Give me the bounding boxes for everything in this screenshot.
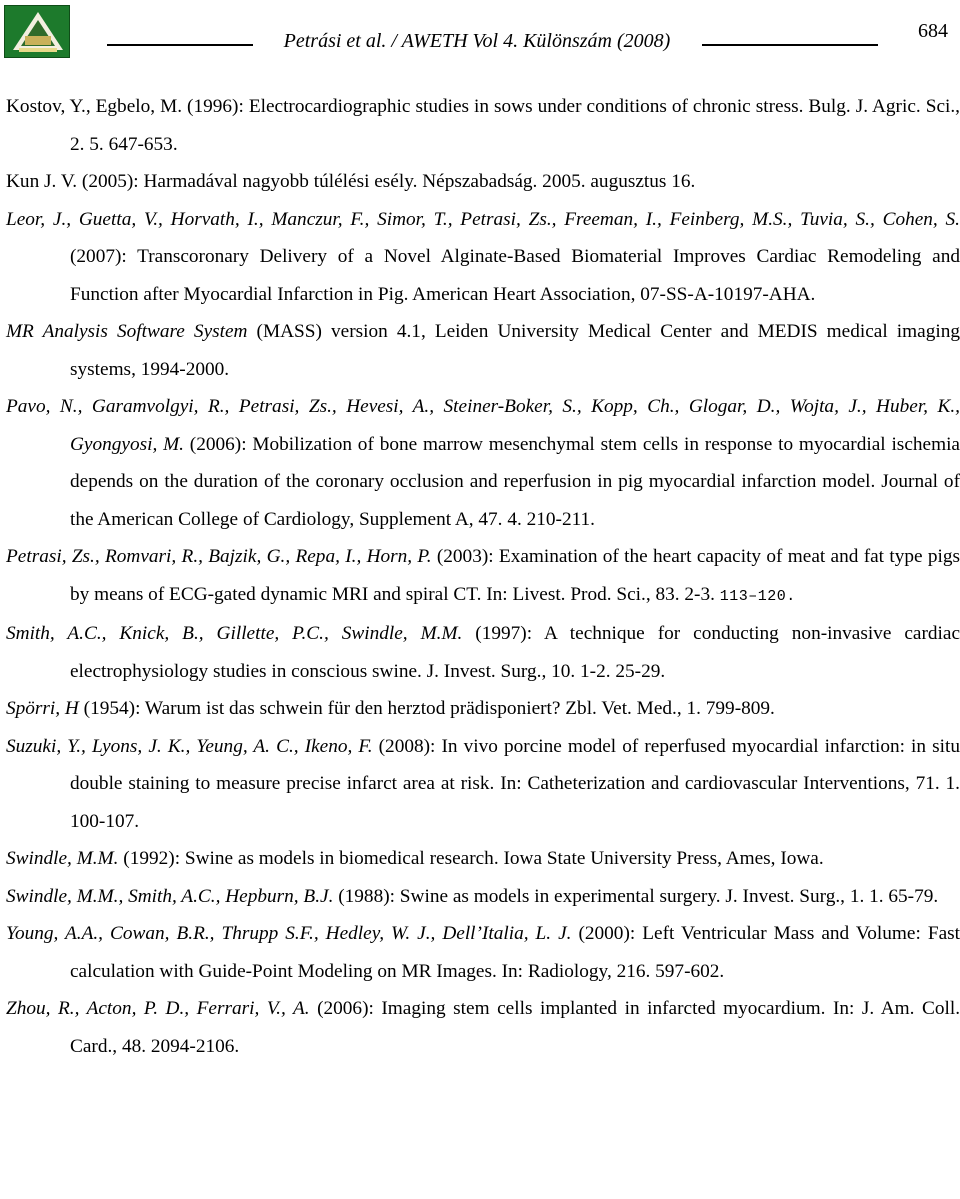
reference-authors: Smith, A.C., Knick, B., Gillette, P.C., Swindle, M.M. — [6, 623, 463, 644]
journal-logo — [4, 5, 70, 58]
reference-item: Spörri, H (1954): Warum ist das schwein für den herztod prädisponiert? Zbl. Vet. Med., 1. 799-809. — [6, 698, 775, 719]
reference-item: Kostov, Y., Egbelo, M. (1996): Electrocardiographic studies in sows under conditions of chronic stress. Bulg. J. Agric. Sci., 2. 5. 647-653. — [6, 96, 960, 155]
reference-authors: MR Analysis Software System — [6, 321, 248, 342]
reference-item: Zhou, R., Acton, P. D., Ferrari, V., A. (2006): Imaging stem cells implanted in infarcted myocardium. In: J. Am. Coll. Card., 48. 2094-2106. — [6, 998, 960, 1057]
reference-authors: Pavo, N., Garamvolgyi, R., Petrasi, Zs., Hevesi, A., Steiner-Boker, S., Kopp, Ch., Glogar, D., Wojta, J., Huber, K., Gyongyosi, M. — [6, 396, 960, 455]
reference-item: Swindle, M.M. (1992): Swine as models in biomedical research. Iowa State University Press, Ames, Iowa. — [6, 848, 824, 869]
reference-authors: Young, A.A., Cowan, B.R., Thrupp S.F., Hedley, W. J., Dell’Italia, L. J. — [6, 923, 572, 944]
reference-authors: Zhou, R., Acton, P. D., Ferrari, V., A. — [6, 998, 310, 1019]
reference-item: Suzuki, Y., Lyons, J. K., Yeung, A. C., Ikeno, F. (2008): In vivo porcine model of reperfused myocardial infarction: in situ double staining to measure precise infarct area at risk. In: Catheterization and cardiovascular Interventions, 71. 1. 100-107. — [6, 735, 960, 832]
reference-item: Petrasi, Zs., Romvari, R., Bajzik, G., Repa, I., Horn, P. (2003): Examination of the heart capacity of meat and fat type pigs by means of ECG-gated dynamic MRI and spiral CT. In: Livest. Prod. Sci., 83. 2-3. 113–120. — [6, 546, 960, 605]
reference-authors: Spörri, H — [6, 698, 79, 719]
header-rule-right — [702, 44, 878, 46]
reference-authors: Petrasi, Zs., Romvari, R., Bajzik, G., Repa, I., Horn, P. — [6, 546, 432, 567]
header-rule-left — [107, 44, 253, 46]
reference-list — [6, 88, 960, 1065]
reference-item: Leor, J., Guetta, V., Horvath, I., Manczur, F., Simor, T., Petrasi, Zs., Freeman, I., Feinberg, M.S., Tuvia, S., Cohen, S. (2007): Transcoronary Delivery of a Novel Alginate-Based Biomaterial Improves Cardiac Remodeling and Function after Myocardial Infarction in Pig. American Heart Association, 07-SS-A-10197-AHA. — [6, 208, 960, 305]
reference-authors: Leor, J., Guetta, V., Horvath, I., Manczur, F., Simor, T., Petrasi, Zs., Freeman, I., Feinberg, M.S., Tuvia, S., Cohen, S. — [6, 208, 960, 230]
reference-authors: Swindle, M.M., Smith, A.C., Hepburn, B.J. — [6, 885, 334, 907]
journal-logo-icon — [5, 6, 70, 58]
page-number: 684 — [918, 20, 948, 42]
reference-item: Pavo, N., Garamvolgyi, R., Petrasi, Zs., Hevesi, A., Steiner-Boker, S., Kopp, Ch., Glogar, D., Wojta, J., Huber, K., Gyongyosi, M. (2006): Mobilization of bone marrow mesenchymal stem cells in response to myocardial ischemia depends on the duration of the coronary occlusion and reperfusion in pig myocardial infarction model. Journal of the American College of Cardiology, Supplement A, 47. 4. 210-211. — [6, 396, 960, 530]
reference-item: Smith, A.C., Knick, B., Gillette, P.C., Swindle, M.M. (1997): A technique for conducting non-invasive cardiac electrophysiology studies in conscious swine. J. Invest. Surg., 10. 1-2. 25-29. — [6, 623, 960, 682]
reference-item: Young, A.A., Cowan, B.R., Thrupp S.F., Hedley, W. J., Dell’Italia, L. J. (2000): Left Ventricular Mass and Volume: Fast calculation with Guide-Point Modeling on MR Images. In: Radiology, 216. 597-602. — [6, 923, 960, 982]
reference-authors: Suzuki, Y., Lyons, J. K., Yeung, A. C., Ikeno, F. — [6, 735, 373, 757]
reference-item: Kun J. V. (2005): Harmadával nagyobb túlélési esély. Népszabadság. 2005. augusztus 16. — [6, 171, 696, 192]
reference-pages: 113–120. — [719, 587, 796, 605]
reference-authors: Swindle, M.M. — [6, 848, 119, 869]
reference-item: Swindle, M.M., Smith, A.C., Hepburn, B.J. (1988): Swine as models in experimental surgery. J. Invest. Surg., 1. 1. 65-79. — [6, 885, 939, 907]
running-header-title: Petrási et al. / AWETH Vol 4. Különszám (2008) — [283, 30, 671, 52]
reference-item: MR Analysis Software System (MASS) version 4.1, Leiden University Medical Center and MEDIS medical imaging systems, 1994-2000. — [6, 321, 960, 380]
